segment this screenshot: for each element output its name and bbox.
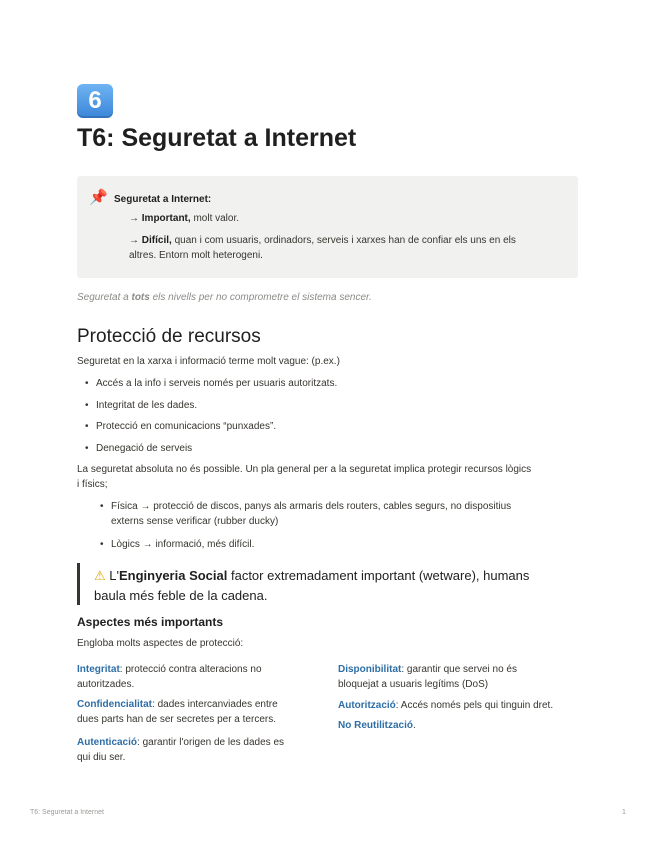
aspect-item-no-reutilitzacio: No Reutilització.	[338, 720, 416, 731]
callout-title: Seguretat a Internet:	[114, 194, 212, 205]
page-title: T6: Seguretat a Internet	[77, 124, 357, 152]
section2-intro: Engloba molts aspectes de protecció:	[77, 638, 244, 649]
aspect-item-confidencialitat: Confidencialitat: dades intercanviades entre dues parts han de ser secretes per a tercers.	[77, 699, 278, 725]
list-item-continuation: externs sense verificar (rubber ducky)	[111, 516, 279, 527]
aspect-item-autenticacio: Autenticació: garantir l'origen de les dades es qui diu ser.	[77, 737, 285, 763]
warning-icon: ⚠	[94, 568, 106, 583]
list-item: • Denegació de serveis	[85, 443, 193, 454]
quote-text: ⚠ L'Enginyeria Social factor extremadament important (wetware), humans baula més feble de la cadena.	[94, 568, 530, 603]
callout-line-important: → Important, molt valor.	[129, 213, 240, 224]
italic-note: Seguretat a tots els nivells per no comprometre el sistema sencer.	[77, 292, 372, 303]
quote-block	[77, 563, 570, 605]
aspect-item-integritat: Integritat: protecció contra alteracions no autoritzades.	[77, 664, 262, 690]
paragraph-seguretat: La seguretat absoluta no és possible. Un pla general per a la seguretat implica protegir recursos lògics	[77, 464, 532, 475]
chapter-number-icon: 6	[77, 84, 113, 118]
section-heading-proteccio: Protecció de recursos	[77, 326, 261, 347]
pushpin-icon: 📌	[89, 189, 108, 206]
list-item: • Lògics → informació, més difícil.	[100, 539, 255, 550]
list-item: • Accés a la info i serveis només per usuaris autoritzats.	[85, 378, 338, 389]
aspect-item-autoritzacio: Autorització: Accés només pels qui tinguin dret.	[338, 700, 554, 711]
list-item: • Física → protecció de discos, panys als armaris dels routers, cables segurs, no dispositius	[100, 501, 512, 512]
page-number: 1	[622, 809, 626, 816]
footer-title: T6: Seguretat a Internet	[30, 809, 104, 816]
list-item: • Protecció en comunicacions “punxades”.	[85, 421, 277, 432]
callout-box	[77, 176, 578, 278]
callout-line-altres: altres. Entorn molt heterogeni.	[129, 250, 263, 261]
section-intro: Seguretat en la xarxa i informació terme molt vague: (p.ex.)	[77, 356, 340, 367]
callout-line-dificil: → Difícil, quan i com usuaris, ordinadors, serveis i xarxes han de confiar els uns en els	[129, 235, 516, 246]
list-item: • Integritat de les dades.	[85, 400, 198, 411]
section-heading-aspectes: Aspectes més importants	[77, 615, 224, 629]
aspect-item-disponibilitat: Disponibilitat: garantir que servei no és bloquejat a usuaris legítims (DoS)	[338, 664, 517, 690]
paragraph-seguretat-cont: i físics;	[77, 479, 108, 490]
